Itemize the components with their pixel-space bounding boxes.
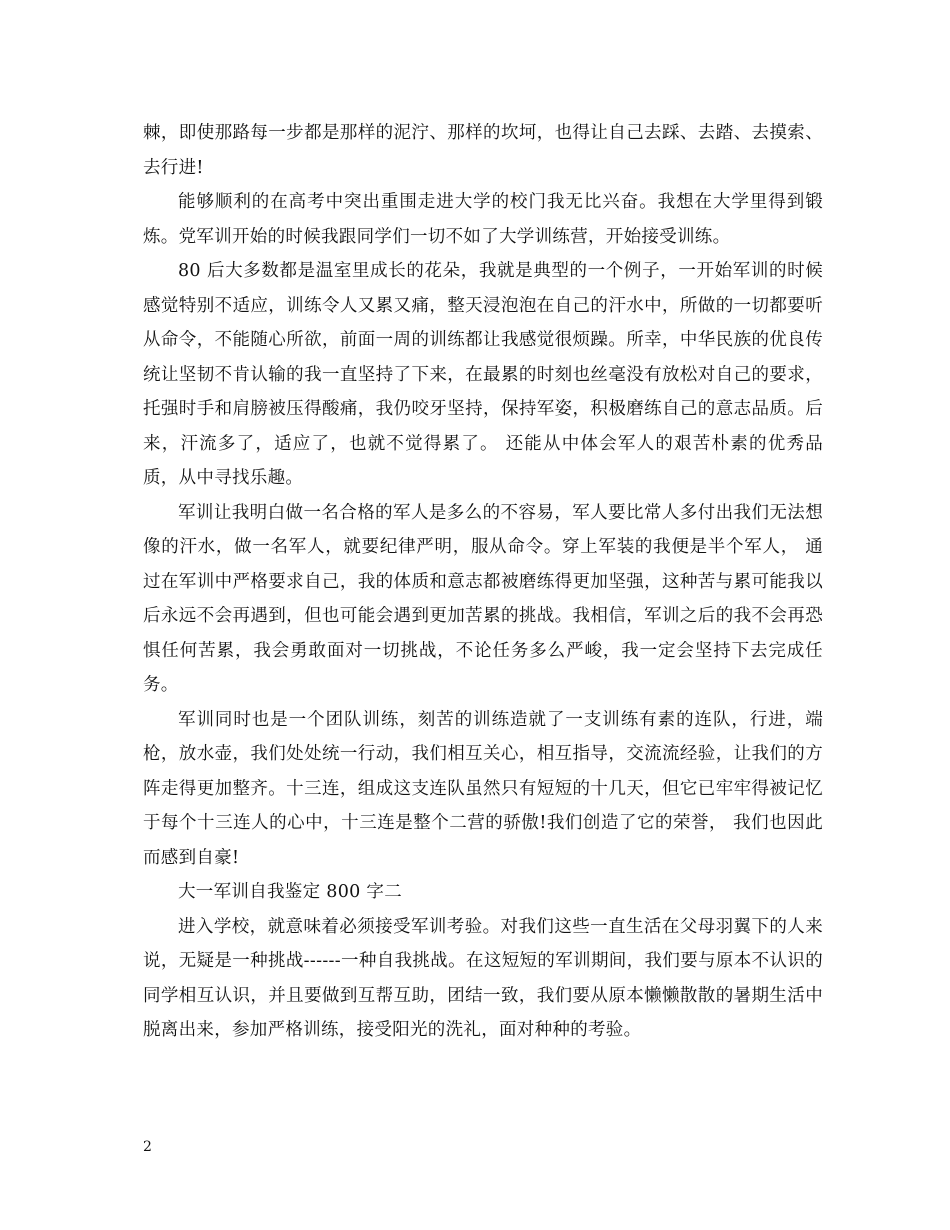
section-heading: 大一军训自我鉴定 800 字二	[178, 882, 403, 902]
paragraph: 军训让我明白做一名合格的军人是多么的不容易，军人要比常人多付出我们无法想像的汗水，做一名军人，就要纪律严明，服从命令。穿上军装的我便是半个军人， 通过在军训中严格要求自己，我的体质和意志都被磨练得更加坚强，这种苦与累可能我以后永远不会再遇到，但也可能会遇到更加苦累的挑战。我相信，军训之后的我不会再恐惧任何苦累，我会勇敢面对一切挑战，不论任务多么严峻，我一定会坚持下去完成任务。	[143, 502, 823, 695]
paragraph: 进入学校，就意味着必须接受军训考验。对我们这些一直生活在父母羽翼下的人来说，无疑是一种挑战------一种自我挑战。在这短短的军训期间，我们要与原本不认识的同学相互认识，并且要做到互帮互助，团结一致，我们要从原本懒懒散散的暑期生活中脱离出来，参加严格训练，接受阳光的洗礼，面对种种的考验。	[143, 916, 823, 1040]
document-body	[143, 116, 823, 1048]
paragraph: 能够顺利的在高考中突出重围走进大学的校门我无比兴奋。我想在大学里得到锻炼。党军训开始的时候我跟同学们一切不如了大学训练营，开始接受训练。	[143, 192, 823, 247]
paragraph: 军训同时也是一个团队训练，刻苦的训练造就了一支训练有素的连队，行进，端枪，放水壶，我们处处统一行动，我们相互关心，相互指导，交流流经验，让我们的方阵走得更加整齐。十三连，组成这支连队虽然只有短短的十几天，但它已牢牢得被记忆于每个十三连人的心中，十三连是整个二营的骄傲!我们创造了它的荣誉， 我们也因此而感到自豪!	[143, 709, 823, 868]
paragraph: 80 后大多数都是温室里成长的花朵，我就是典型的一个例子，一开始军训的时候感觉特别不适应，训练令人又累又痛，整天浸泡泡在自己的汗水中，所做的一切都要听从命令，不能随心所欲，前面一周的训练都让我感觉很烦躁。所幸，中华民族的优良传统让坚韧不肯认输的我一直坚持了下来，在最累的时刻也丝毫没有放松对自己的要求，托强时手和肩膀被压得酸痛，我仍咬牙坚持，保持军姿，积极磨练自己的意志品质。后来，汗流多了，适应了，也就不觉得累了。 还能从中体会军人的艰苦朴素的优秀品质，从中寻找乐趣。	[143, 261, 823, 488]
paragraph: 棘，即使那路每一步都是那样的泥泞、那样的坎坷，也得让自己去踩、去踏、去摸索、去行进!	[143, 123, 823, 178]
page-number: 2	[143, 1139, 152, 1155]
